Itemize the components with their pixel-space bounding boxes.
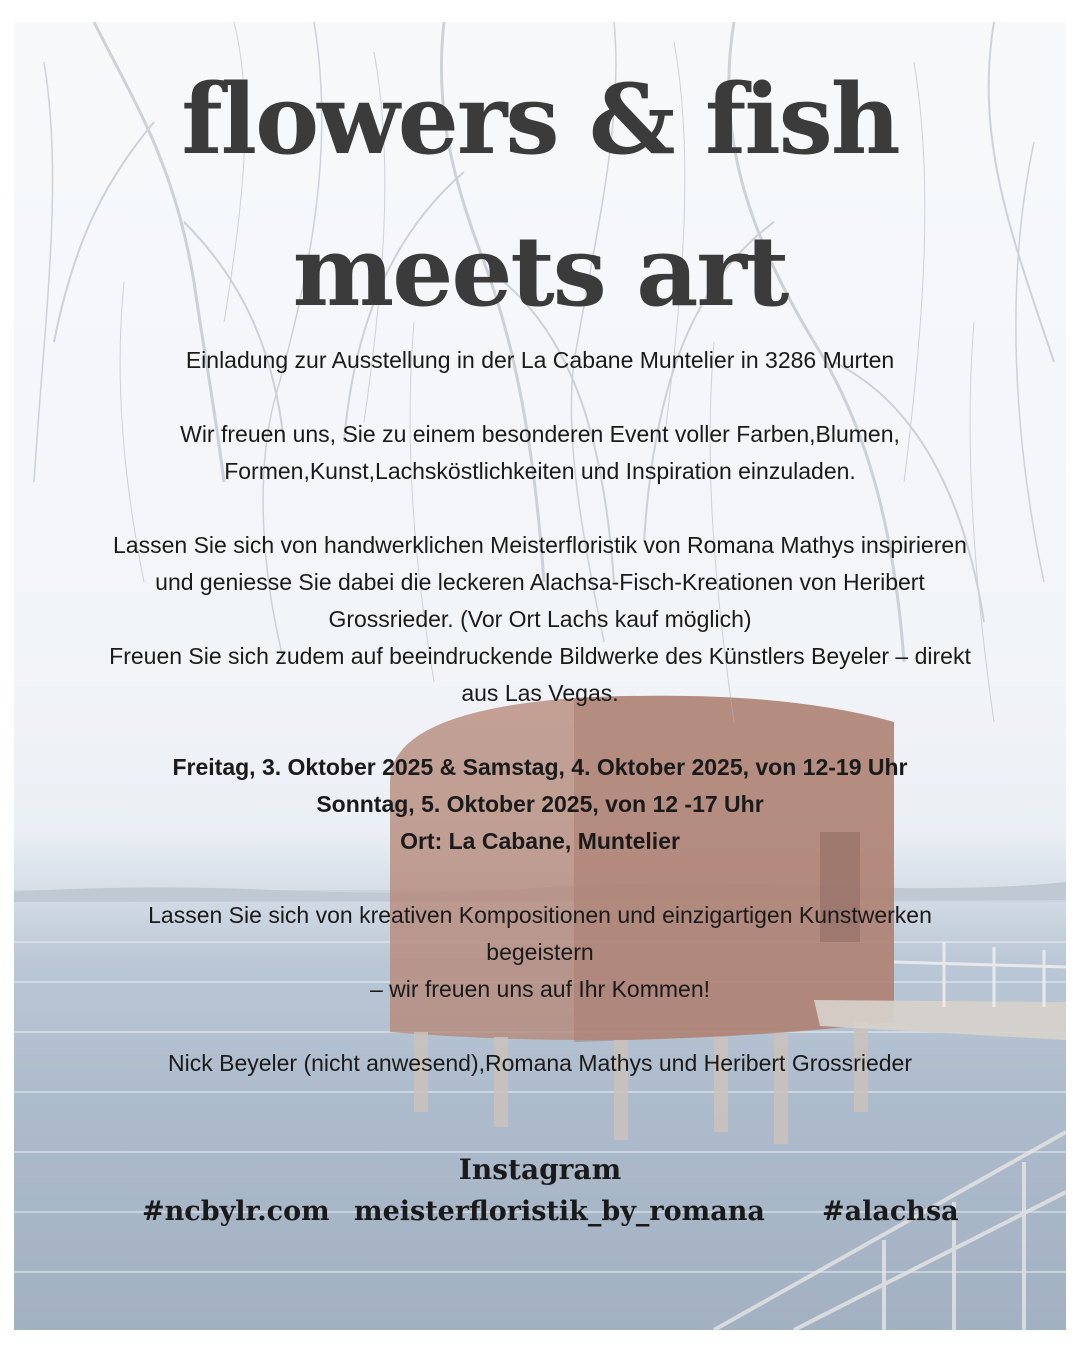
description-line-4: Freuen Sie sich zudem auf beeindruckende Bildwerke des Künstlers Beyeler – direkt (109, 643, 971, 669)
closing-line-2: begeistern (486, 939, 594, 965)
instagram-handle-alachsa[interactable]: #alachsa (822, 1196, 959, 1227)
schedule-dates-2: Sonntag, 5. Oktober 2025, von 12 -17 Uhr (316, 791, 764, 817)
invitation-text: Einladung zur Ausstellung in der La Cabane Muntelier in 3286 Murten (185, 347, 895, 373)
title-line-1: flowers & fish (181, 63, 899, 176)
description-line-1: Lassen Sie sich von handwerklichen Meisterfloristik von Romana Mathys inspirieren (113, 532, 967, 558)
intro-line-1: Wir freuen uns, Sie zu einem besonderen Event voller Farben,Blumen, (180, 421, 900, 447)
instagram-handle-ncbylr[interactable]: #ncbylr.com (142, 1196, 330, 1227)
instagram-handle-meisterfloristik[interactable]: meisterfloristik_by_romana (354, 1196, 765, 1227)
poster-content (14, 22, 1066, 1330)
intro-line-2: Formen,Kunst,Lachsköstlichkeiten und Inspiration einzuladen. (224, 458, 856, 484)
description-line-2: und geniesse Sie dabei die leckeren Alachsa-Fisch-Kreationen von Heribert (155, 569, 925, 595)
instagram-handles (14, 1192, 1066, 1232)
closing-line-3: – wir freuen uns auf Ihr Kommen! (369, 976, 711, 1002)
poster (14, 22, 1066, 1330)
hosts-text: Nick Beyeler (nicht anwesend),Romana Mathys und Heribert Grossrieder (168, 1050, 912, 1076)
description-line-5: aus Las Vegas. (461, 680, 619, 706)
schedule-location: Ort: La Cabane, Muntelier (400, 828, 680, 854)
closing-line-1: Lassen Sie sich von kreativen Kompositionen und einzigartigen Kunstwerken (148, 902, 932, 928)
description-line-3: Grossrieder. (Vor Ort Lachs kauf möglich) (328, 606, 752, 632)
title-line-2: meets art (292, 215, 788, 328)
schedule-dates-1: Freitag, 3. Oktober 2025 & Samstag, 4. Oktober 2025, von 12-19 Uhr (172, 754, 908, 780)
instagram-heading: Instagram (458, 1153, 622, 1186)
